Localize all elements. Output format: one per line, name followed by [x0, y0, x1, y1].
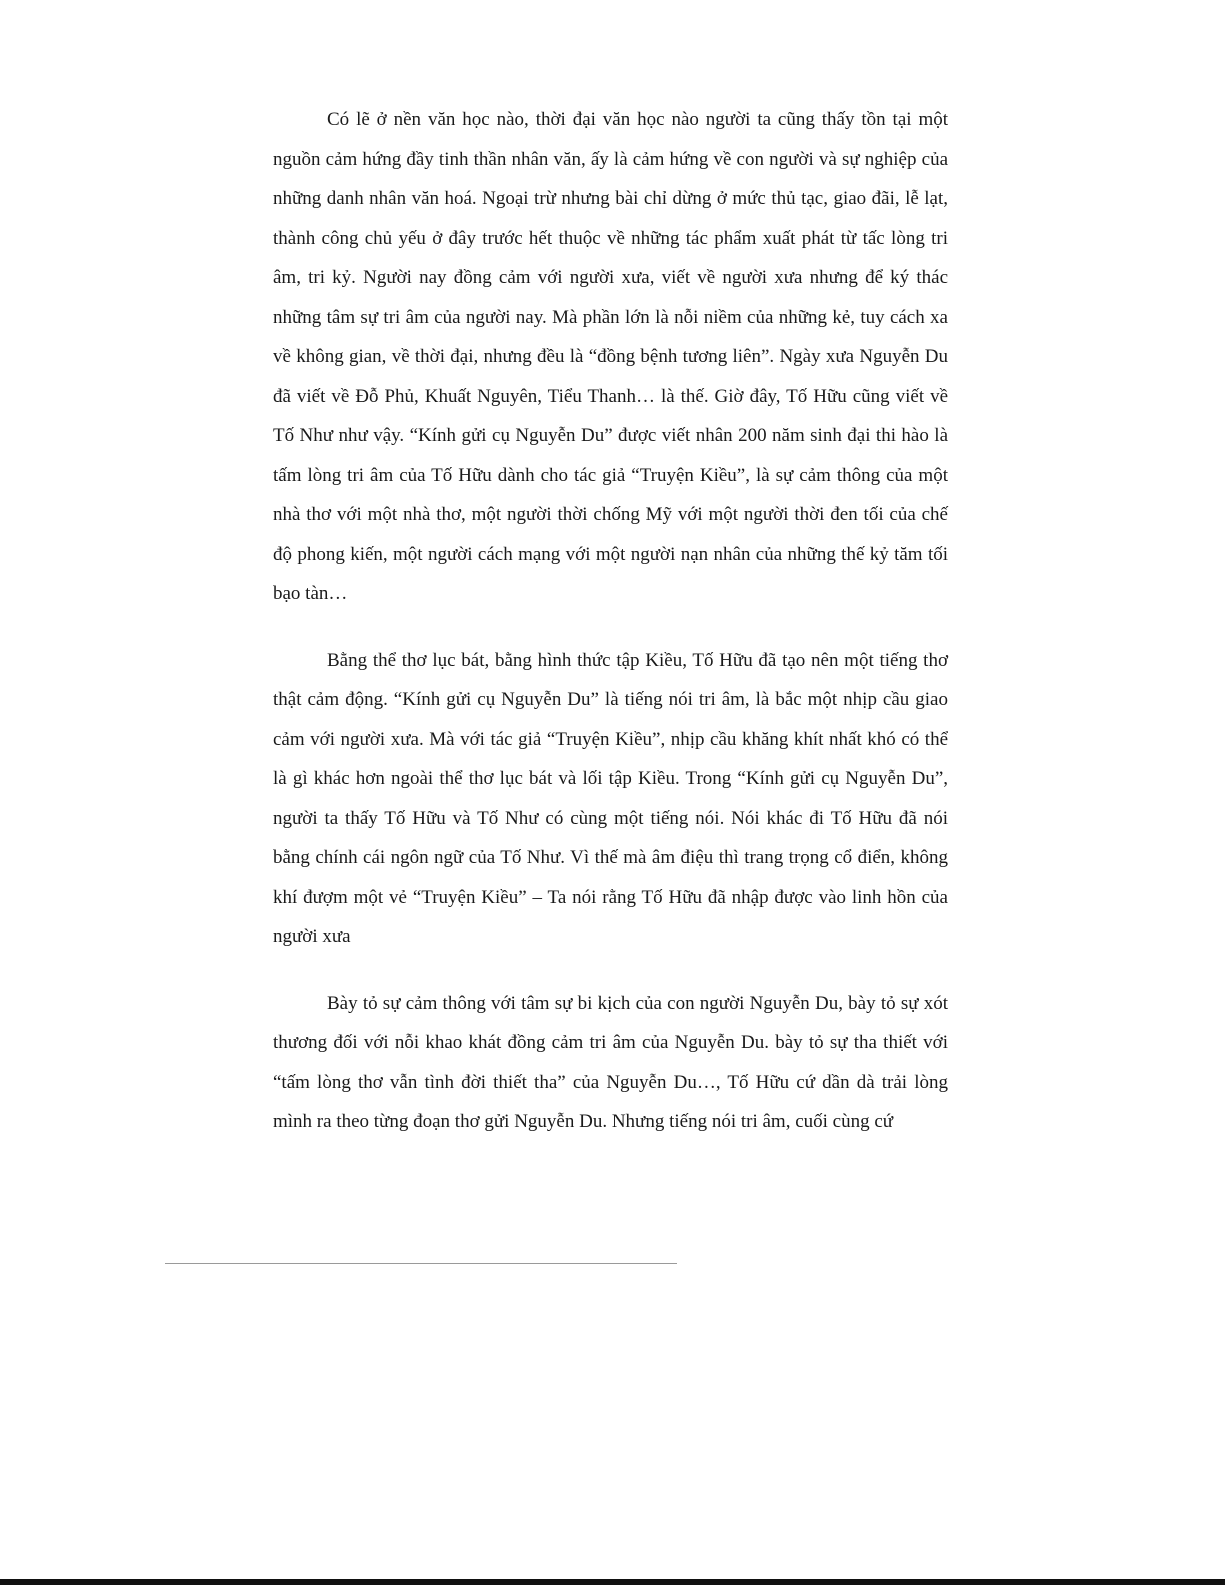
- paragraph-2: Bằng thể thơ lục bát, bằng hình thức tập Kiều, Tố Hữu đã tạo nên một tiếng thơ thật cảm động. “Kính gửi cụ Nguyễn Du” là tiếng nói tri âm, là bắc một nhịp cầu giao cảm với người xưa. Mà với tác giả “Truyện Kiều”, nhịp cầu khăng khít nhất khó có thể là gì khác hơn ngoài thể thơ lục bát và lối tập Kiều. Trong “Kính gửi cụ Nguyễn Du”, người ta thấy Tố Hữu và Tố Như có cùng một tiếng nói. Nói khác đi Tố Hữu đã nói bằng chính cái ngôn ngữ của Tố Như. Vì thế mà âm điệu thì trang trọng cổ điển, không khí đượm một vẻ “Truyện Kiều” – Ta nói rằng Tố Hữu đã nhập được vào linh hồn của người xưa: [273, 649, 948, 947]
- paragraph-3: Bày tỏ sự cảm thông với tâm sự bi kịch của con người Nguyễn Du, bày tỏ sự xót thương đối với nỗi khao khát đồng cảm tri âm của Nguyễn Du. bày tỏ sự tha thiết với “tấm lòng thơ vẫn tình đời thiết tha” của Nguyễn Du…, Tố Hữu cứ dần dà trải lòng mình ra theo từng đoạn thơ gửi Nguyễn Du. Nhưng tiếng nói tri âm, cuối cùng cứ: [273, 992, 948, 1132]
- page-bottom-edge: [0, 1579, 1225, 1585]
- body-text: [273, 100, 948, 1142]
- paragraph-1: Có lẽ ở nền văn học nào, thời đại văn học nào người ta cũng thấy tồn tại một nguồn cảm hứng đầy tinh thần nhân văn, ấy là cảm hứng về con người và sự nghiệp của những danh nhân văn hoá. Ngoại trừ nhưng bài chỉ dừng ở mức thủ tạc, giao đãi, lễ lạt, thành công chủ yếu ở đây trước hết thuộc về những tác phẩm xuất phát từ tấc lòng tri âm, tri kỷ. Người nay đồng cảm với người xưa, viết về người xưa nhưng để ký thác những tâm sự tri âm của người nay. Mà phần lớn là nỗi niềm của những kẻ, tuy cách xa về không gian, về thời đại, nhưng đều là “đồng bệnh tương liên”. Ngày xưa Nguyễn Du đã viết về Đỗ Phủ, Khuất Nguyên, Tiểu Thanh… là thế. Giờ đây, Tố Hữu cũng viết về Tố Như như vậy. “Kính gửi cụ Nguyễn Du” được viết nhân 200 năm sinh đại thi hào là tấm lòng tri âm của Tố Hữu dành cho tác giả “Truyện Kiều”, là sự cảm thông của một nhà thơ với một nhà thơ, một người thời chống Mỹ với một người thời đen tối của chế độ phong kiến, một người cách mạng với một người nạn nhân của những thế kỷ tăm tối bạo tàn…: [273, 109, 948, 604]
- footnote-separator: [165, 1263, 677, 1264]
